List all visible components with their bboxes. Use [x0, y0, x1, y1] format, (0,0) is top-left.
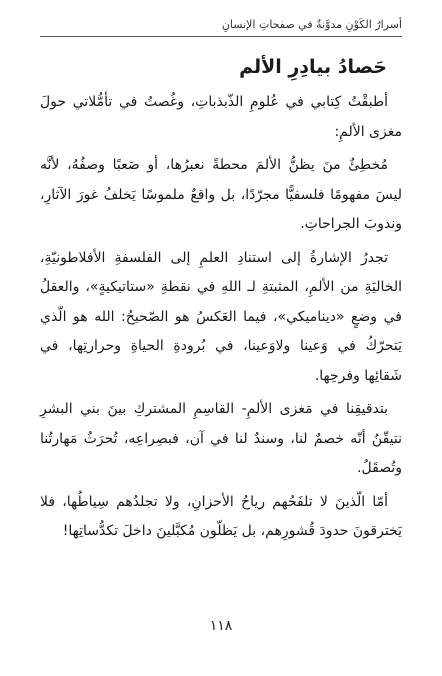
paragraph: مُخطِئٌ منَ يظنُّ الألمَ محطةً نعبرُها، أو صَعبًا وصفُهُ، لأنَّه ليسَ مفهومًا فلسفيًّا مجرّدًا، بل واقعٌ ملموسًا يَخلفُ غورَ الآثارِ، وندوبَ الجراحاتِ.: [40, 157, 402, 232]
paragraph: أطبقْتُ كِتابي في عُلومِ الذّبذباتِ، وغُصتُ في تأمُّلاتي حولَ مغزى الألمِ:: [40, 94, 402, 140]
paragraph: بتدقيقِنا في مَغزى الألمِ- القاسِمِ المشتركِ بينَ بني البشرِ نتيقّنُ أنّه خصمٌ لنا، وسندٌ لنا في آن، فبصِراعِه، تُحرَثُ مَهارتُنا وتُصقَلُ.: [40, 401, 402, 476]
running-header: أسرارُ الكَوْنِ مدوَّنةٌ في صفحاتِ الإنسانِ: [221, 18, 402, 31]
paragraph: تجدرُ الإشارةُ إلى استنادِ العلمِ إلى الفلسفةِ الأفلاطونيّةِ، الخاليَةِ من الألمِ، المثبتةِ لـ اللهِ في نقطةِ «ستاتيكيةٍ»، والعقلُ في وضعٍ «ديناميكي»، فيما العَكسُ هو الصّحيحُ: الله هو الّذي يَتحرّكُ في وَعينا ولاوَعينا، في بُرودةِ الحياةِ وحرارتِها، في شَقائِها وفرحِها.: [40, 249, 402, 384]
body-text: [40, 88, 402, 551]
header-divider: [40, 36, 402, 37]
page-number: ١١٨: [209, 618, 233, 634]
paragraph: أمّا الّذينَ لا تلفَحُهم رياحُ الأحزانِ، ولا تجلدُهم سِياطُها، فلا يَخترقونَ حدودَ قُشورِهم، بل يَظلّون مُكبَّلينَ داخلَ تكدُّساتِها!: [40, 493, 402, 539]
chapter-title: حَصادُ بيادِرِ الألم: [239, 56, 387, 78]
